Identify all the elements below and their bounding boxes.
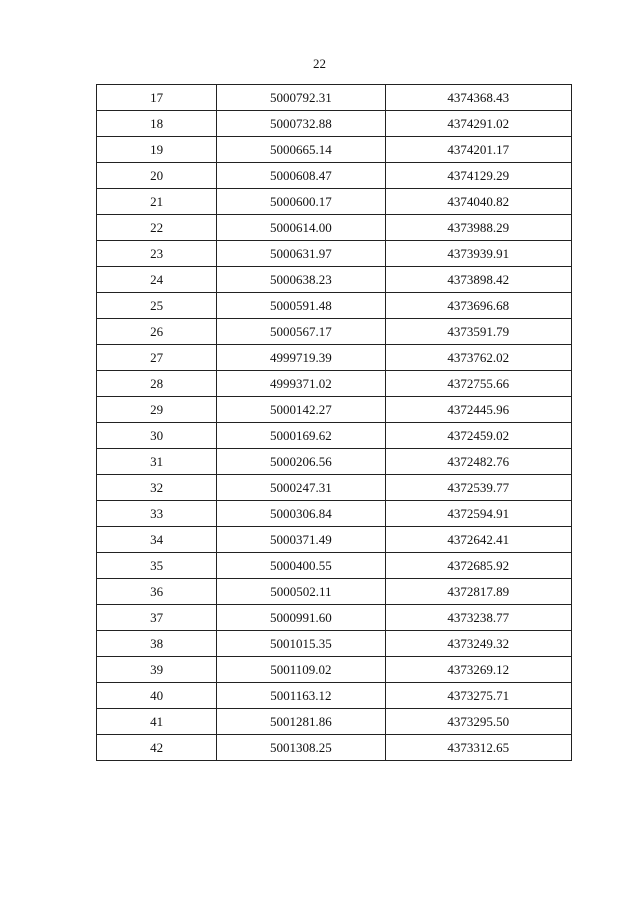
point-number-cell: 20 (97, 163, 217, 189)
table-row (97, 345, 572, 371)
y-coordinate-cell: 4372445.96 (385, 397, 571, 423)
table-row (97, 501, 572, 527)
point-number-cell: 25 (97, 293, 217, 319)
x-coordinate-cell: 5000169.62 (217, 423, 385, 449)
x-coordinate-cell: 5000400.55 (217, 553, 385, 579)
y-coordinate-cell: 4373591.79 (385, 319, 571, 345)
table-row (97, 241, 572, 267)
x-coordinate-cell: 5000371.49 (217, 527, 385, 553)
y-coordinate-cell: 4372755.66 (385, 371, 571, 397)
x-coordinate-cell: 5000608.47 (217, 163, 385, 189)
point-number-cell: 21 (97, 189, 217, 215)
y-coordinate-cell: 4372817.89 (385, 579, 571, 605)
coordinates-table (96, 84, 572, 761)
table-row (97, 215, 572, 241)
y-coordinate-cell: 4373988.29 (385, 215, 571, 241)
y-coordinate-cell: 4374201.17 (385, 137, 571, 163)
table-row (97, 631, 572, 657)
x-coordinate-cell: 5000247.31 (217, 475, 385, 501)
table-row (97, 579, 572, 605)
x-coordinate-cell: 5001308.25 (217, 735, 385, 761)
x-coordinate-cell: 5000306.84 (217, 501, 385, 527)
point-number-cell: 23 (97, 241, 217, 267)
point-number-cell: 22 (97, 215, 217, 241)
y-coordinate-cell: 4374040.82 (385, 189, 571, 215)
table-row (97, 137, 572, 163)
y-coordinate-cell: 4373898.42 (385, 267, 571, 293)
table-row (97, 267, 572, 293)
y-coordinate-cell: 4373939.91 (385, 241, 571, 267)
y-coordinate-cell: 4373238.77 (385, 605, 571, 631)
table-row (97, 475, 572, 501)
point-number-cell: 29 (97, 397, 217, 423)
point-number-cell: 35 (97, 553, 217, 579)
y-coordinate-cell: 4373269.12 (385, 657, 571, 683)
y-coordinate-cell: 4372482.76 (385, 449, 571, 475)
x-coordinate-cell: 5000631.97 (217, 241, 385, 267)
table-row (97, 683, 572, 709)
point-number-cell: 34 (97, 527, 217, 553)
point-number-cell: 39 (97, 657, 217, 683)
table-row (97, 111, 572, 137)
x-coordinate-cell: 5000206.56 (217, 449, 385, 475)
table-row (97, 293, 572, 319)
x-coordinate-cell: 5000991.60 (217, 605, 385, 631)
y-coordinate-cell: 4372539.77 (385, 475, 571, 501)
table-row (97, 85, 572, 111)
x-coordinate-cell: 5000591.48 (217, 293, 385, 319)
point-number-cell: 38 (97, 631, 217, 657)
point-number-cell: 19 (97, 137, 217, 163)
y-coordinate-cell: 4373762.02 (385, 345, 571, 371)
point-number-cell: 17 (97, 85, 217, 111)
point-number-cell: 33 (97, 501, 217, 527)
x-coordinate-cell: 5000502.11 (217, 579, 385, 605)
x-coordinate-cell: 5000665.14 (217, 137, 385, 163)
y-coordinate-cell: 4374129.29 (385, 163, 571, 189)
point-number-cell: 40 (97, 683, 217, 709)
page-number: 22 (313, 56, 326, 71)
point-number-cell: 32 (97, 475, 217, 501)
table-row (97, 553, 572, 579)
table-row (97, 709, 572, 735)
table-row (97, 189, 572, 215)
y-coordinate-cell: 4372685.92 (385, 553, 571, 579)
table-row (97, 397, 572, 423)
point-number-cell: 24 (97, 267, 217, 293)
point-number-cell: 42 (97, 735, 217, 761)
y-coordinate-cell: 4373312.65 (385, 735, 571, 761)
table-row (97, 423, 572, 449)
x-coordinate-cell: 5001109.02 (217, 657, 385, 683)
y-coordinate-cell: 4372642.41 (385, 527, 571, 553)
point-number-cell: 30 (97, 423, 217, 449)
y-coordinate-cell: 4374368.43 (385, 85, 571, 111)
x-coordinate-cell: 5000142.27 (217, 397, 385, 423)
table-row (97, 605, 572, 631)
table-row (97, 735, 572, 761)
x-coordinate-cell: 5001015.35 (217, 631, 385, 657)
table-row (97, 319, 572, 345)
point-number-cell: 26 (97, 319, 217, 345)
table-body (97, 85, 572, 761)
x-coordinate-cell: 5001163.12 (217, 683, 385, 709)
y-coordinate-cell: 4373275.71 (385, 683, 571, 709)
y-coordinate-cell: 4372459.02 (385, 423, 571, 449)
point-number-cell: 31 (97, 449, 217, 475)
table-row (97, 449, 572, 475)
table-row (97, 657, 572, 683)
point-number-cell: 27 (97, 345, 217, 371)
x-coordinate-cell: 5000732.88 (217, 111, 385, 137)
x-coordinate-cell: 4999371.02 (217, 371, 385, 397)
table-row (97, 371, 572, 397)
y-coordinate-cell: 4373295.50 (385, 709, 571, 735)
y-coordinate-cell: 4373696.68 (385, 293, 571, 319)
x-coordinate-cell: 5001281.86 (217, 709, 385, 735)
table-row (97, 527, 572, 553)
y-coordinate-cell: 4372594.91 (385, 501, 571, 527)
y-coordinate-cell: 4374291.02 (385, 111, 571, 137)
point-number-cell: 37 (97, 605, 217, 631)
table-row (97, 163, 572, 189)
x-coordinate-cell: 5000600.17 (217, 189, 385, 215)
x-coordinate-cell: 5000638.23 (217, 267, 385, 293)
point-number-cell: 18 (97, 111, 217, 137)
x-coordinate-cell: 5000792.31 (217, 85, 385, 111)
point-number-cell: 36 (97, 579, 217, 605)
point-number-cell: 41 (97, 709, 217, 735)
x-coordinate-cell: 5000567.17 (217, 319, 385, 345)
y-coordinate-cell: 4373249.32 (385, 631, 571, 657)
point-number-cell: 28 (97, 371, 217, 397)
x-coordinate-cell: 5000614.00 (217, 215, 385, 241)
x-coordinate-cell: 4999719.39 (217, 345, 385, 371)
